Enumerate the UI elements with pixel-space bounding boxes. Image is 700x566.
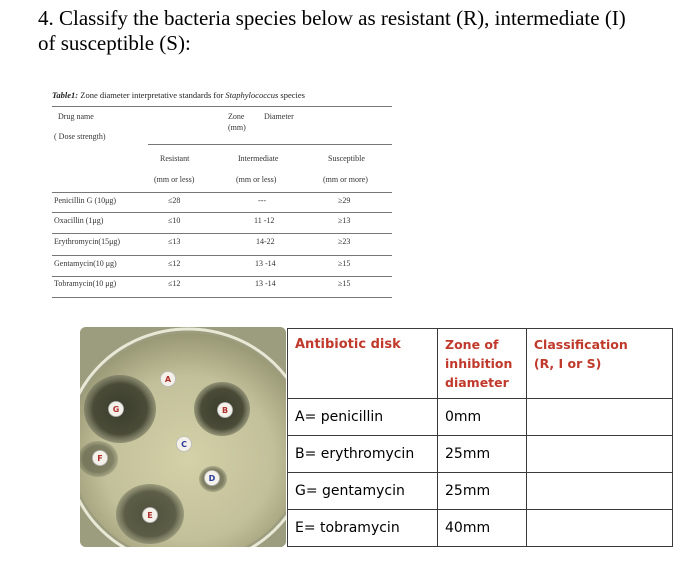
susceptible-value: ≥15 xyxy=(338,279,351,288)
intermediate-value: --- xyxy=(258,196,266,205)
header-intermediate: Intermediate xyxy=(238,154,279,163)
disk-a-icon xyxy=(161,372,176,387)
header-classification-line-1: Classification xyxy=(533,337,628,352)
intermediate-value: 14-22 xyxy=(256,237,275,246)
disk-cell: A= penicillin xyxy=(288,399,438,436)
header-dose-strength: ( Dose strength) xyxy=(54,132,106,141)
disk-c-icon xyxy=(177,437,192,452)
disk-cell: G= gentamycin xyxy=(288,473,438,510)
header-zone-of-inhibition xyxy=(438,329,527,399)
zone-cell: 0mm xyxy=(438,399,527,436)
svg-text:A: A xyxy=(164,375,172,384)
classification-answer-cell[interactable] xyxy=(526,436,672,473)
header-zone-line-2: inhibition xyxy=(445,356,513,371)
drug-name: Gentamycin(10 μg) xyxy=(54,259,117,268)
svg-text:C: C xyxy=(181,440,187,449)
table-row xyxy=(288,510,673,547)
zone-cell: 25mm xyxy=(438,473,527,510)
table-rule xyxy=(148,144,392,145)
table1-caption xyxy=(52,90,305,100)
unit-resistant: (mm or less) xyxy=(154,175,195,184)
intermediate-value: 11 -12 xyxy=(254,216,275,225)
header-zone-line-1: Zone of xyxy=(445,337,499,352)
question-line-2: of susceptible (S): xyxy=(38,31,191,55)
classification-header-row xyxy=(288,329,673,399)
svg-text:B: B xyxy=(221,406,229,415)
unit-intermediate: (mm or less) xyxy=(236,175,277,184)
svg-text:D: D xyxy=(208,474,216,483)
drug-name: Tobramycin(10 μg) xyxy=(54,279,117,288)
disk-d-icon xyxy=(205,471,220,486)
disk-cell: B= erythromycin xyxy=(288,436,438,473)
classification-answer-cell[interactable] xyxy=(526,510,672,547)
resistant-value: ≤12 xyxy=(168,279,181,288)
table-rule xyxy=(52,255,392,256)
table-rule xyxy=(52,212,392,213)
table-rule xyxy=(52,192,392,193)
disk-f-icon xyxy=(93,451,108,466)
header-mm: (mm) xyxy=(228,123,246,132)
header-zone-line-3: diameter xyxy=(445,375,509,390)
table-row xyxy=(288,399,673,436)
zone-cell: 40mm xyxy=(438,510,527,547)
zone-cell: 25mm xyxy=(438,436,527,473)
susceptible-value: ≥23 xyxy=(338,237,351,246)
header-drug-name: Drug name xyxy=(58,112,94,121)
table1-caption-text: Zone diameter interpretative standards for xyxy=(78,90,226,100)
header-antibiotic-disk xyxy=(288,329,438,399)
intermediate-value: 13 -14 xyxy=(255,259,276,268)
unit-susceptible: (mm or more) xyxy=(323,175,368,184)
table-rule xyxy=(52,106,392,107)
zone-standards-table xyxy=(52,106,392,298)
table-rule xyxy=(52,297,392,298)
svg-text:F: F xyxy=(97,454,103,463)
table1-caption-species: Staphylococcus xyxy=(225,90,279,100)
resistant-value: ≤28 xyxy=(168,196,181,205)
resistant-value: ≤13 xyxy=(168,237,181,246)
classification-table xyxy=(287,328,673,547)
drug-name: Penicillin G (10μg) xyxy=(54,196,117,205)
drug-name: Erythromycin(15μg) xyxy=(54,237,121,246)
header-classification xyxy=(526,329,672,399)
header-zone: Zone xyxy=(228,112,245,121)
petri-dish-photo xyxy=(80,327,286,547)
disk-e-icon xyxy=(143,508,158,523)
table1-caption-tail: species xyxy=(278,90,305,100)
header-susceptible: Susceptible xyxy=(328,154,365,163)
table-row xyxy=(288,436,673,473)
svg-text:G: G xyxy=(112,405,120,414)
resistant-value: ≤10 xyxy=(168,216,181,225)
header-resistant: Resistant xyxy=(160,154,190,163)
table-rule xyxy=(52,233,392,234)
svg-text:E: E xyxy=(147,511,153,520)
header-classification-line-2: (R, I or S) xyxy=(533,356,602,371)
disk-b-icon xyxy=(218,403,233,418)
drug-name: Oxacillin (1μg) xyxy=(54,216,104,225)
table-rule xyxy=(52,276,392,277)
susceptible-value: ≥29 xyxy=(338,196,351,205)
intermediate-value: 13 -14 xyxy=(255,279,276,288)
susceptible-value: ≥13 xyxy=(338,216,351,225)
disk-cell: E= tobramycin xyxy=(288,510,438,547)
table1-caption-label: Table1: xyxy=(52,90,79,100)
table-row xyxy=(288,473,673,510)
susceptible-value: ≥15 xyxy=(338,259,351,268)
header-antibiotic-disk-label: Antibiotic disk xyxy=(295,337,401,352)
question-text xyxy=(38,6,698,56)
question-line-1: 4. Classify the bacteria species below as resistant (R), intermediate (I) xyxy=(38,6,626,30)
disk-g-icon xyxy=(109,402,124,417)
classification-answer-cell[interactable] xyxy=(526,399,672,436)
header-diameter: Diameter xyxy=(264,112,294,121)
classification-answer-cell[interactable] xyxy=(526,473,672,510)
resistant-value: ≤12 xyxy=(168,259,181,268)
